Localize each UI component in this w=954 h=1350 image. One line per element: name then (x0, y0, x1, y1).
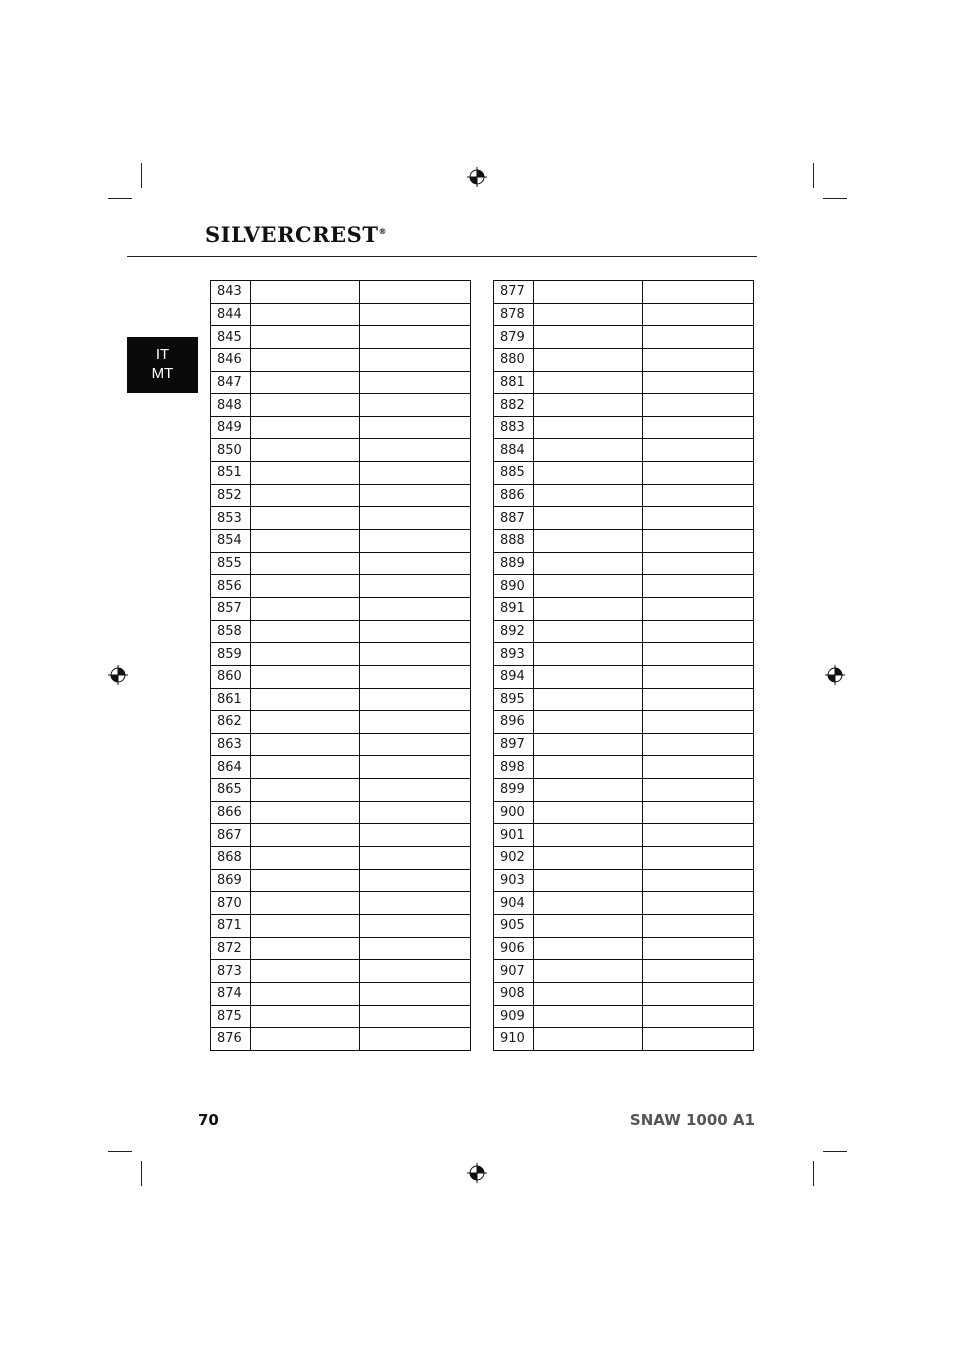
blank-cell (534, 394, 643, 417)
blank-cell (534, 824, 643, 847)
blank-cell (534, 303, 643, 326)
blank-cell (534, 914, 643, 937)
table-row (211, 439, 471, 462)
blank-cell (251, 711, 360, 734)
row-number-cell: 904 (494, 892, 534, 915)
row-number-cell: 889 (494, 552, 534, 575)
blank-cell (534, 665, 643, 688)
blank-cell (360, 348, 471, 371)
blank-cell (534, 937, 643, 960)
row-number-cell: 897 (494, 733, 534, 756)
blank-cell (643, 371, 754, 394)
blank-cell (534, 847, 643, 870)
blank-cell (360, 688, 471, 711)
blank-cell (534, 439, 643, 462)
blank-cell (360, 326, 471, 349)
row-number-cell: 872 (211, 937, 251, 960)
blank-cell (360, 982, 471, 1005)
table-row (494, 801, 754, 824)
blank-cell (251, 960, 360, 983)
blank-cell (534, 960, 643, 983)
table-row (211, 1005, 471, 1028)
table-row (211, 575, 471, 598)
blank-cell (643, 326, 754, 349)
row-number-cell: 899 (494, 779, 534, 802)
row-number-cell: 891 (494, 597, 534, 620)
row-number-cell: 879 (494, 326, 534, 349)
row-number-cell: 887 (494, 507, 534, 530)
blank-cell (643, 960, 754, 983)
row-number-cell: 846 (211, 348, 251, 371)
table-row (494, 847, 754, 870)
table-row (494, 507, 754, 530)
blank-cell (643, 575, 754, 598)
blank-cell (360, 779, 471, 802)
blank-cell (534, 779, 643, 802)
blank-cell (534, 620, 643, 643)
blank-cell (360, 620, 471, 643)
blank-cell (534, 756, 643, 779)
blank-cell (534, 552, 643, 575)
row-number-cell: 852 (211, 484, 251, 507)
crop-mark (108, 1151, 132, 1152)
blank-cell (360, 552, 471, 575)
blank-cell (534, 982, 643, 1005)
crop-mark (108, 198, 132, 199)
crop-mark (813, 1161, 814, 1186)
row-number-cell: 863 (211, 733, 251, 756)
blank-cell (360, 711, 471, 734)
table-row (494, 484, 754, 507)
blank-cell (360, 869, 471, 892)
blank-cell (534, 507, 643, 530)
blank-cell (360, 756, 471, 779)
blank-cell (643, 733, 754, 756)
row-number-cell: 866 (211, 801, 251, 824)
row-number-cell: 886 (494, 484, 534, 507)
blank-cell (643, 824, 754, 847)
row-number-cell: 857 (211, 597, 251, 620)
blank-cell (360, 914, 471, 937)
language-code-it: IT (155, 346, 170, 363)
row-number-cell: 894 (494, 665, 534, 688)
table-row (211, 507, 471, 530)
blank-cell (251, 892, 360, 915)
blank-cell (643, 303, 754, 326)
table-row (494, 439, 754, 462)
row-number-cell: 874 (211, 982, 251, 1005)
blank-cell (360, 394, 471, 417)
table-row (211, 620, 471, 643)
blank-cell (643, 462, 754, 485)
blank-cell (643, 597, 754, 620)
blank-cell (360, 892, 471, 915)
blank-cell (251, 643, 360, 666)
blank-cell (643, 914, 754, 937)
page-number: 70 (198, 1111, 219, 1129)
blank-cell (251, 281, 360, 304)
blank-cell (643, 281, 754, 304)
blank-cell (360, 507, 471, 530)
row-number-cell: 861 (211, 688, 251, 711)
blank-cell (251, 371, 360, 394)
blank-cell (643, 801, 754, 824)
row-number-cell: 896 (494, 711, 534, 734)
blank-cell (534, 348, 643, 371)
blank-cell (643, 552, 754, 575)
table-row (211, 552, 471, 575)
row-number-cell: 881 (494, 371, 534, 394)
blank-cell (251, 507, 360, 530)
row-number-cell: 890 (494, 575, 534, 598)
table-row (211, 303, 471, 326)
blank-cell (534, 326, 643, 349)
language-tab (127, 337, 198, 393)
blank-cell (534, 1005, 643, 1028)
table-row (211, 711, 471, 734)
crop-mark (813, 163, 814, 188)
blank-cell (534, 1028, 643, 1051)
table-row (494, 756, 754, 779)
blank-cell (534, 281, 643, 304)
row-number-cell: 855 (211, 552, 251, 575)
table-row (211, 892, 471, 915)
blank-cell (643, 711, 754, 734)
blank-cell (534, 530, 643, 553)
blank-cell (360, 665, 471, 688)
blank-cell (251, 847, 360, 870)
right-number-table (493, 280, 754, 1051)
blank-cell (251, 779, 360, 802)
blank-cell (534, 688, 643, 711)
blank-cell (360, 371, 471, 394)
blank-cell (251, 914, 360, 937)
row-number-cell: 877 (494, 281, 534, 304)
table-row (211, 779, 471, 802)
table-row (494, 643, 754, 666)
row-number-cell: 888 (494, 530, 534, 553)
blank-cell (643, 982, 754, 1005)
left-number-table (210, 280, 471, 1051)
blank-cell (251, 1005, 360, 1028)
registration-mark-icon (108, 665, 128, 685)
blank-cell (360, 575, 471, 598)
table-row (211, 801, 471, 824)
blank-cell (251, 801, 360, 824)
row-number-cell: 850 (211, 439, 251, 462)
table-row (494, 937, 754, 960)
blank-cell (643, 620, 754, 643)
blank-cell (251, 326, 360, 349)
table-row (494, 1028, 754, 1051)
row-number-cell: 871 (211, 914, 251, 937)
blank-cell (643, 507, 754, 530)
blank-cell (251, 982, 360, 1005)
blank-cell (643, 1005, 754, 1028)
row-number-cell: 865 (211, 779, 251, 802)
blank-cell (643, 869, 754, 892)
blank-cell (251, 688, 360, 711)
row-number-cell: 849 (211, 416, 251, 439)
row-number-cell: 851 (211, 462, 251, 485)
blank-cell (360, 1028, 471, 1051)
table-row (494, 348, 754, 371)
registration-mark-icon (825, 665, 845, 685)
table-row (211, 869, 471, 892)
table-row (494, 371, 754, 394)
blank-cell (360, 530, 471, 553)
row-number-cell: 858 (211, 620, 251, 643)
table-row (211, 597, 471, 620)
row-number-cell: 898 (494, 756, 534, 779)
table-row (494, 416, 754, 439)
table-row (211, 326, 471, 349)
blank-cell (251, 575, 360, 598)
row-number-cell: 875 (211, 1005, 251, 1028)
table-row (211, 688, 471, 711)
registered-mark: ® (378, 227, 387, 236)
blank-cell (643, 688, 754, 711)
blank-cell (251, 439, 360, 462)
blank-cell (251, 733, 360, 756)
table-row (211, 756, 471, 779)
table-row (211, 982, 471, 1005)
brand-logo (205, 222, 387, 247)
table-row (211, 937, 471, 960)
blank-cell (251, 665, 360, 688)
row-number-cell: 864 (211, 756, 251, 779)
blank-cell (534, 462, 643, 485)
table-row (211, 281, 471, 304)
blank-cell (643, 416, 754, 439)
blank-cell (534, 711, 643, 734)
blank-cell (251, 394, 360, 417)
row-number-cell: 845 (211, 326, 251, 349)
row-number-cell: 907 (494, 960, 534, 983)
blank-cell (360, 416, 471, 439)
blank-cell (251, 530, 360, 553)
row-number-cell: 853 (211, 507, 251, 530)
table-row (211, 416, 471, 439)
table-row (494, 281, 754, 304)
blank-cell (360, 281, 471, 304)
blank-cell (251, 552, 360, 575)
row-number-cell: 906 (494, 937, 534, 960)
table-row (494, 982, 754, 1005)
table-row (494, 394, 754, 417)
table-row (494, 824, 754, 847)
table-row (494, 597, 754, 620)
table-row (494, 326, 754, 349)
blank-cell (534, 869, 643, 892)
table-row (494, 1005, 754, 1028)
row-number-cell: 910 (494, 1028, 534, 1051)
language-code-mt: MT (151, 365, 174, 382)
row-number-cell: 882 (494, 394, 534, 417)
crop-mark (823, 1151, 847, 1152)
table-row (211, 665, 471, 688)
brand-logo-text: SILVERCREST (205, 222, 379, 247)
blank-cell (643, 484, 754, 507)
table-row (211, 394, 471, 417)
blank-cell (360, 1005, 471, 1028)
blank-cell (360, 960, 471, 983)
blank-cell (251, 303, 360, 326)
row-number-cell: 843 (211, 281, 251, 304)
model-name: SNAW 1000 A1 (629, 1111, 755, 1129)
blank-cell (534, 643, 643, 666)
row-number-cell: 876 (211, 1028, 251, 1051)
table-row (211, 371, 471, 394)
blank-cell (534, 371, 643, 394)
row-number-cell: 909 (494, 1005, 534, 1028)
table-row (211, 847, 471, 870)
row-number-cell: 848 (211, 394, 251, 417)
row-number-cell: 867 (211, 824, 251, 847)
table-row (211, 1028, 471, 1051)
table-row (211, 733, 471, 756)
blank-cell (360, 462, 471, 485)
blank-cell (643, 530, 754, 553)
blank-cell (360, 484, 471, 507)
blank-cell (643, 394, 754, 417)
blank-cell (643, 665, 754, 688)
row-number-cell: 892 (494, 620, 534, 643)
table-row (494, 869, 754, 892)
row-number-cell: 878 (494, 303, 534, 326)
blank-cell (643, 756, 754, 779)
row-number-cell: 883 (494, 416, 534, 439)
table-row (211, 530, 471, 553)
row-number-cell: 885 (494, 462, 534, 485)
blank-cell (251, 620, 360, 643)
blank-cell (360, 733, 471, 756)
blank-cell (643, 1028, 754, 1051)
table-row (211, 824, 471, 847)
row-number-cell: 895 (494, 688, 534, 711)
blank-cell (251, 416, 360, 439)
row-number-cell: 870 (211, 892, 251, 915)
table-row (494, 530, 754, 553)
table-row (211, 914, 471, 937)
blank-cell (643, 847, 754, 870)
table-row (494, 665, 754, 688)
table-row (494, 733, 754, 756)
table-row (494, 914, 754, 937)
blank-cell (360, 439, 471, 462)
blank-cell (643, 937, 754, 960)
table-row (494, 779, 754, 802)
table-row (494, 711, 754, 734)
row-number-cell: 873 (211, 960, 251, 983)
blank-cell (643, 892, 754, 915)
crop-mark (141, 1161, 142, 1186)
row-number-cell: 854 (211, 530, 251, 553)
table-row (211, 484, 471, 507)
row-number-cell: 856 (211, 575, 251, 598)
row-number-cell: 844 (211, 303, 251, 326)
blank-cell (534, 575, 643, 598)
table-row (494, 620, 754, 643)
table-row (211, 643, 471, 666)
registration-mark-icon (467, 167, 487, 187)
row-number-cell: 893 (494, 643, 534, 666)
blank-cell (534, 801, 643, 824)
blank-cell (643, 348, 754, 371)
blank-cell (251, 937, 360, 960)
blank-cell (643, 779, 754, 802)
table-row (494, 575, 754, 598)
row-number-cell: 903 (494, 869, 534, 892)
blank-cell (251, 484, 360, 507)
blank-cell (360, 847, 471, 870)
blank-cell (251, 597, 360, 620)
blank-cell (534, 484, 643, 507)
row-number-cell: 902 (494, 847, 534, 870)
row-number-cell: 900 (494, 801, 534, 824)
row-number-cell: 908 (494, 982, 534, 1005)
table-row (494, 892, 754, 915)
blank-cell (360, 801, 471, 824)
blank-cell (360, 597, 471, 620)
row-number-cell: 869 (211, 869, 251, 892)
row-number-cell: 905 (494, 914, 534, 937)
blank-cell (251, 462, 360, 485)
table-row (211, 462, 471, 485)
header-divider (127, 256, 757, 257)
blank-cell (360, 303, 471, 326)
blank-cell (643, 643, 754, 666)
blank-cell (643, 439, 754, 462)
blank-cell (534, 892, 643, 915)
row-number-cell: 862 (211, 711, 251, 734)
blank-cell (360, 643, 471, 666)
table-row (494, 303, 754, 326)
table-row (211, 348, 471, 371)
blank-cell (251, 824, 360, 847)
blank-cell (251, 756, 360, 779)
row-number-cell: 859 (211, 643, 251, 666)
row-number-cell: 847 (211, 371, 251, 394)
row-number-cell: 901 (494, 824, 534, 847)
blank-cell (360, 937, 471, 960)
blank-cell (534, 597, 643, 620)
blank-cell (534, 416, 643, 439)
row-number-cell: 884 (494, 439, 534, 462)
table-row (494, 960, 754, 983)
crop-mark (823, 198, 847, 199)
blank-cell (251, 348, 360, 371)
row-number-cell: 860 (211, 665, 251, 688)
registration-mark-icon (467, 1163, 487, 1183)
blank-cell (360, 824, 471, 847)
crop-mark (141, 163, 142, 188)
table-row (211, 960, 471, 983)
table-row (494, 552, 754, 575)
blank-cell (534, 733, 643, 756)
row-number-cell: 868 (211, 847, 251, 870)
table-row (494, 688, 754, 711)
table-row (494, 462, 754, 485)
row-number-cell: 880 (494, 348, 534, 371)
blank-cell (251, 869, 360, 892)
blank-cell (251, 1028, 360, 1051)
